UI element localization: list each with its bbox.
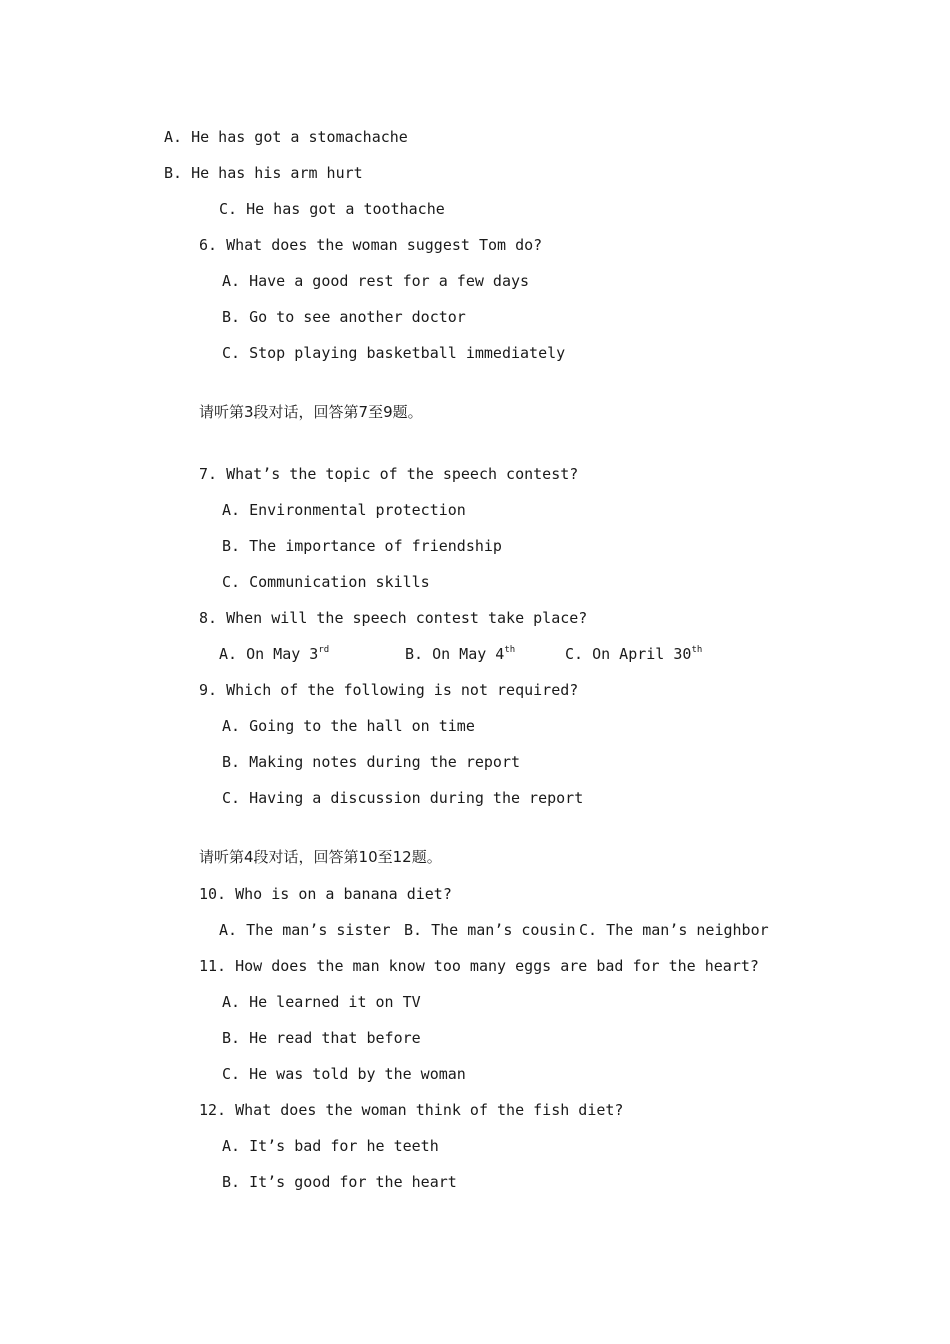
q9-option-a: A. Going to the hall on time xyxy=(222,717,475,735)
q7-option-c: C. Communication skills xyxy=(222,573,430,591)
q5-option-b: B. He has his arm hurt xyxy=(164,164,363,182)
q11-option-c: C. He was told by the woman xyxy=(222,1065,466,1083)
q5-option-a: A. He has got a stomachache xyxy=(164,128,408,146)
q7-option-b: B. The importance of friendship xyxy=(222,537,502,555)
q10-option-b: B. The man’s cousin xyxy=(404,921,576,939)
q6-option-b: B. Go to see another doctor xyxy=(222,308,466,326)
q11-option-b: B. He read that before xyxy=(222,1029,421,1047)
q9-option-c: C. Having a discussion during the report xyxy=(222,789,584,807)
q6-question: 6. What does the woman suggest Tom do? xyxy=(199,236,543,254)
q8-option-b: B. On May 4th xyxy=(405,645,516,663)
q9-question: 9. Which of the following is not required? xyxy=(199,681,579,699)
q10-option-c: C. The man’s neighbor xyxy=(579,921,769,939)
q7-option-a: A. Environmental protection xyxy=(222,501,466,519)
section3-instruction: 请听第3段对话，回答第7至9题。 xyxy=(199,403,423,421)
q6-option-a: A. Have a good rest for a few days xyxy=(222,272,530,290)
q7-question: 7. What’s the topic of the speech contest? xyxy=(199,465,579,483)
q9-option-b: B. Making notes during the report xyxy=(222,753,521,771)
q12-option-b: B. It’s good for the heart xyxy=(222,1173,457,1191)
q8-question: 8. When will the speech contest take place? xyxy=(199,609,588,627)
q6-option-c: C. Stop playing basketball immediately xyxy=(222,344,566,362)
section4-instruction: 请听第4段对话，回答第10至12题。 xyxy=(199,848,442,866)
q11-option-a: A. He learned it on TV xyxy=(222,993,421,1011)
q10-question: 10. Who is on a banana diet? xyxy=(199,885,452,903)
q5-option-c: C. He has got a toothache xyxy=(219,200,445,218)
q12-question: 12. What does the woman think of the fish diet? xyxy=(199,1101,624,1119)
q8-option-c: C. On April 30th xyxy=(565,645,703,663)
q8-option-a: A. On May 3rd xyxy=(219,645,330,663)
q12-option-a: A. It’s bad for he teeth xyxy=(222,1137,439,1155)
q10-option-a: A. The man’s sister xyxy=(219,921,391,939)
q11-question: 11. How does the man know too many eggs are bad for the heart? xyxy=(199,957,759,975)
